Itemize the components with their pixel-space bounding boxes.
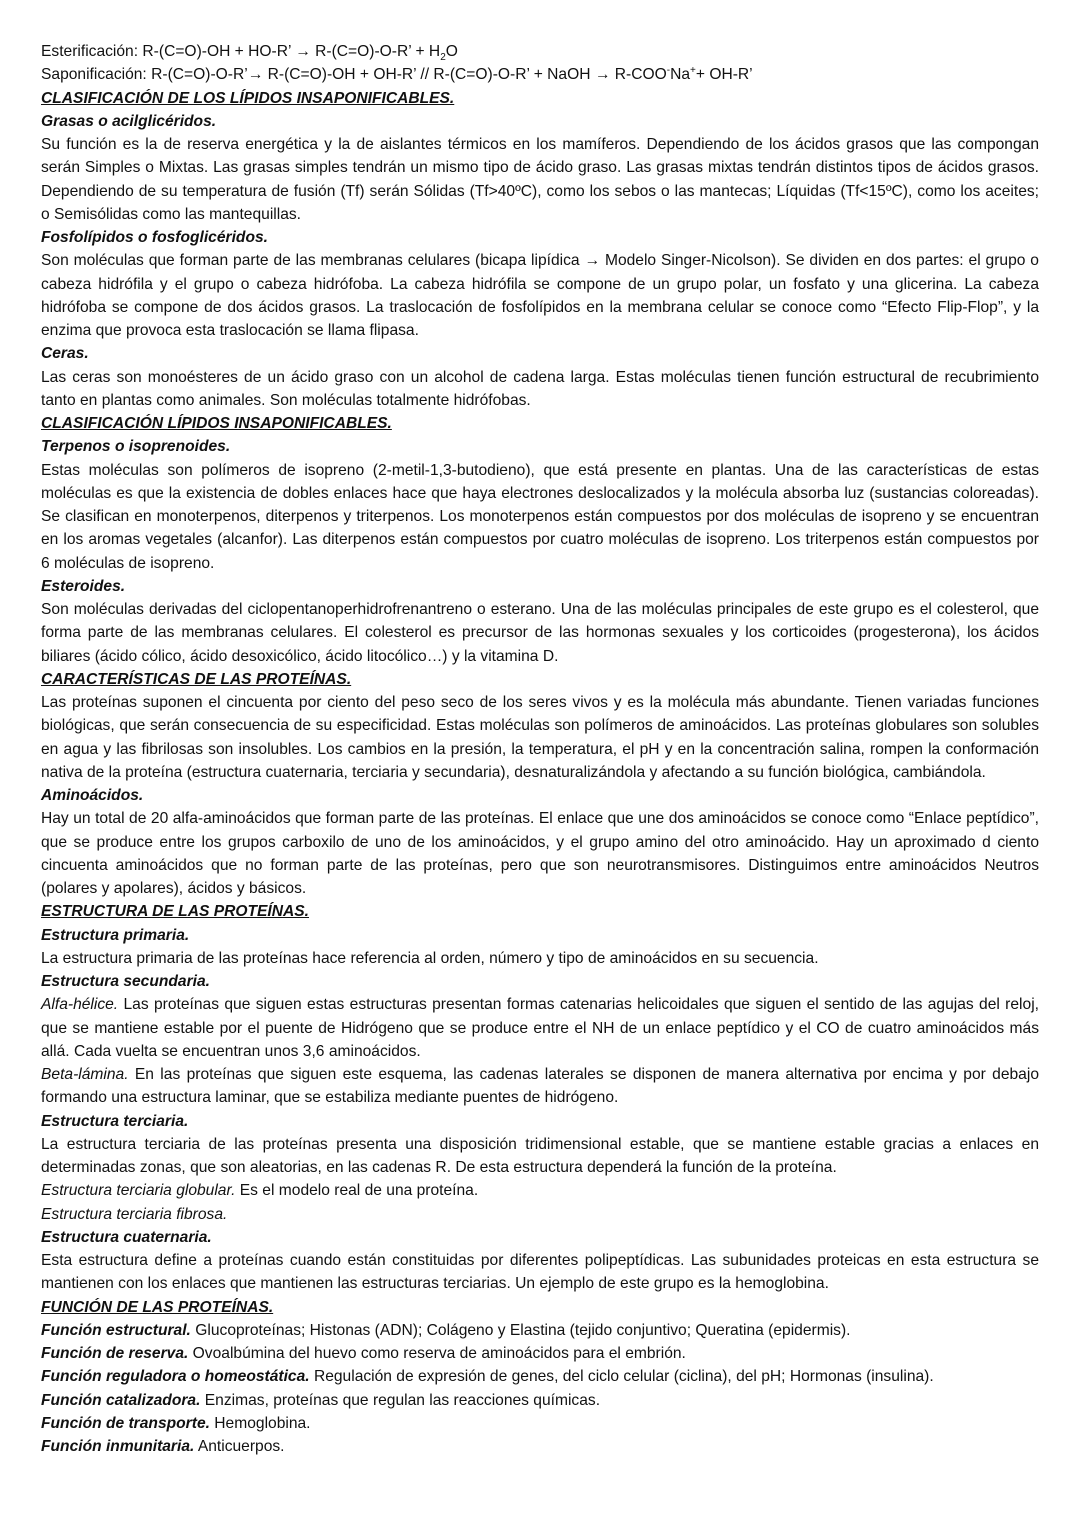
paragraph-beta-lamina: Beta-lámina. En las proteínas que siguen este esquema, las cadenas laterales se disponen de manera alternativa por encima y por debajo formando una estructura laminar, que se estabiliza mediante puentes de hidrógeno.: [41, 1066, 1039, 1107]
section-heading-caracteristicas-proteinas: CARACTERÍSTICAS DE LAS PROTEÍNAS.: [41, 670, 352, 688]
paragraph-esteroides: Son moléculas derivadas del ciclopentanoperhidrofrenantreno o esterano. Una de las moléculas principales de este grupo es el colesterol, que forma parte de las membranas celulares. El colesterol es precursor de las hormonas sexuales y los corticoides (progesterona), los ácidos biliares (ácido cólico, ácido desoxicólico, ácido litocólico…) y la vitamina D.: [41, 601, 1039, 665]
list-item-funcion: Función inmunitaria. Anticuerpos.: [41, 1438, 285, 1455]
arrow-right-icon: →: [584, 252, 601, 270]
paragraph-aminoacidos: Hay un total de 20 alfa-aminoácidos que forman parte de las proteínas. El enlace que une dos aminoácidos se conoce como “Enlace peptídico”, que se produce entre los grupos carboxilo de uno de los aminoácidos, y el grupo amino del otro aminoácido. Hay un aproximado d ciento cincuenta aminoácidos que no forman parte de las proteínas, pero que son neurotransmisores. Distinguimos entre aminoácidos Neutros (polares y apolares), ácidos y básicos.: [41, 810, 1039, 897]
subheading-estructura-cuaternaria: Estructura cuaternaria.: [41, 1228, 212, 1246]
list-item-funcion: Función catalizadora. Enzimas, proteínas que regulan las reacciones químicas.: [41, 1391, 601, 1409]
paragraph-caracteristicas-proteinas: Las proteínas suponen el cincuenta por ciento del peso seco de los seres vivos y es la molécula más abundante. Tienen variadas funciones biológicas, que serán consecuencia de su especificidad. Estas moléculas son polímeros de aminoácidos. Las proteínas globulares son solubles en agua y las fibrilosas son insolubles. Los cambios en la presión, la temperatura, el pH y en la concentración salina, rompen la conformación nativa de la proteína (estructura cuaternaria, terciaria y secundaria), desnaturalizándola y afectando a su función biológica, cambiándola.: [41, 694, 1039, 781]
paragraph-ceras: Las ceras son monoésteres de un ácido graso con un alcohol de cadena larga. Estas moléculas tienen función estructural de recubrimiento tanto en plantas como animales. Son moléculas totalmente hidrófobas.: [41, 368, 1039, 409]
subheading-aminoacidos: Aminoácidos.: [41, 787, 144, 804]
subheading-grasas: Grasas o acilglicéridos.: [41, 112, 217, 130]
paragraph-grasas: Su función es la de reserva energética y la de aislantes térmicos en los mamíferos. Dependiendo de los ácidos grasos que las compongan serán Simples o Mixtas. Las grasas simples tendrán un mismo tipo de ácido graso. Las grasas mixtas tendrán distintos tipos de ácidos grasos. Dependiendo de su temperatura de fusión (Tf) serán Sólidas (Tf>40ºC), como los sebos o las mantecas; Líquidas (Tf<15ºC), como los aceites; o Semisólidas como las mantequillas.: [41, 136, 1039, 223]
list-item-funcion: Función de reserva. Ovoalbúmina del huevo como reserva de aminoácidos para el embrión.: [41, 1345, 686, 1362]
section-heading-estructura-proteinas: ESTRUCTURA DE LAS PROTEÍNAS.: [41, 903, 309, 921]
subheading-fosfolipidos: Fosfolípidos o fosfoglicéridos.: [41, 229, 268, 246]
section-heading-funcion-proteinas: FUNCIÓN DE LAS PROTEÍNAS.: [41, 1298, 274, 1316]
paragraph-terciaria-globular: Estructura terciaria globular. Es el modelo real de una proteína.: [41, 1182, 479, 1200]
list-item-funcion: Función estructural. Glucoproteínas; Histonas (ADN); Colágeno y Elastina (tejido conjuntivo; Queratina (epidermis).: [41, 1321, 851, 1339]
subheading-estructura-terciaria: Estructura terciaria.: [41, 1112, 189, 1130]
paragraph-fosfolipidos: Son moléculas que forman parte de las membranas celulares (bicapa lipídica → Modelo Singer-Nicolson). Se dividen en dos partes: el grupo o cabeza hidrófila y el grupo o cabeza hidrófoba. La cabeza hidrófila se compone de un grupo polar, un fosfato y una glicerina. La cabeza hidrófoba se compone de dos ácidos grasos. La traslocación de fosfolípidos en la membrana celular se conoce como “Efecto Flip-Flop”, y la enzima que provoca esta traslocación se llama flipasa.: [41, 252, 1039, 339]
subheading-estructura-secundaria: Estructura secundaria.: [41, 973, 210, 990]
subheading-estructura-primaria: Estructura primaria.: [41, 926, 190, 944]
subheading-ceras: Ceras.: [41, 345, 89, 363]
section-heading-lipidos-insaponificables: CLASIFICACIÓN DE LOS LÍPIDOS INSAPONIFICABLES.: [41, 89, 455, 107]
esterificacion-formula: Esterificación: R-(C=O)-OH + HO-R’ → R-(C=O)-O-R’ + $H_2O$: [41, 43, 458, 64]
list-item-funcion: Función reguladora o homeostática. Regulación de expresión de genes, del ciclo celular (ciclina), del pH; Hormonas (insulina).: [41, 1368, 934, 1386]
section-heading-lipidos-insaponificables-2: CLASIFICACIÓN LÍPIDOS INSAPONIFICABLES.: [41, 415, 392, 432]
paragraph-estructura-cuaternaria: Esta estructura define a proteínas cuando están constituidas por diferentes polipeptídicas. Las subunidades proteicas en esta estructura se mantienen con los enlaces que mantienen las estructuras terciarias. Un ejemplo de este grupo es la hemoglobina.: [41, 1252, 1039, 1293]
paragraph-alfa-helice: Alfa-hélice. Las proteínas que siguen estas estructuras presentan formas catenarias helicoidales que siguen el sentido de las agujas del reloj, que se mantiene estable por el puente de Hidrógeno que se produce entre el NH de un enlace peptídico y el CO de cuatro aminoácidos más allá. Cada vuelta se encuentran unos 3,6 aminoácidos.: [41, 996, 1039, 1060]
subheading-esteroides: Esteroides.: [41, 577, 126, 595]
subheading-terpenos: Terpenos o isoprenoides.: [41, 438, 231, 456]
paragraph-estructura-primaria: La estructura primaria de las proteínas hace referencia al orden, número y tipo de aminoácidos en su secuencia.: [41, 949, 819, 967]
paragraph-terpenos: Estas moléculas son polímeros de isopreno (2-metil-1,3-butodieno), que está presente en plantas. Una de las características de estas moléculas es que la existencia de dobles enlaces hace que haya electrones deslocalizados y la molécula absorba luz (sustancias coloreadas). Se clasifican en monoterpenos, diterpenos y triterpenos. Los monoterpenos están compuestos por dos moléculas de isopreno y se encuentran en los aromas vegetales (alcanfor). Las diterpenos están compuestos por cuatro moléculas de isopreno. Los triterpenos están compuestos por 6 moléculas de isopreno.: [41, 461, 1039, 572]
arrow-right-icon: →: [594, 66, 611, 84]
saponificacion-formula: Saponificación: R-(C=O)-O-R’→ R-(C=O)-OH + OH-R’ // R-(C=O)-O-R’ + NaOH → R-COO-Na++ OH-R’: [41, 65, 753, 84]
arrow-right-icon: →: [295, 43, 311, 60]
list-item-funcion: Función de transporte. Hemoglobina.: [41, 1414, 311, 1432]
paragraph-estructura-terciaria: La estructura terciaria de las proteínas presenta una disposición tridimensional estable, que se mantiene estable gracias a enlaces en determinadas zonas, que son aleatorias, en las cadenas R. De esta estructura dependerá la función de la proteína.: [41, 1135, 1039, 1176]
arrow-right-icon: →: [247, 66, 264, 84]
paragraph-terciaria-fibrosa: Estructura terciaria fibrosa.: [41, 1205, 228, 1223]
